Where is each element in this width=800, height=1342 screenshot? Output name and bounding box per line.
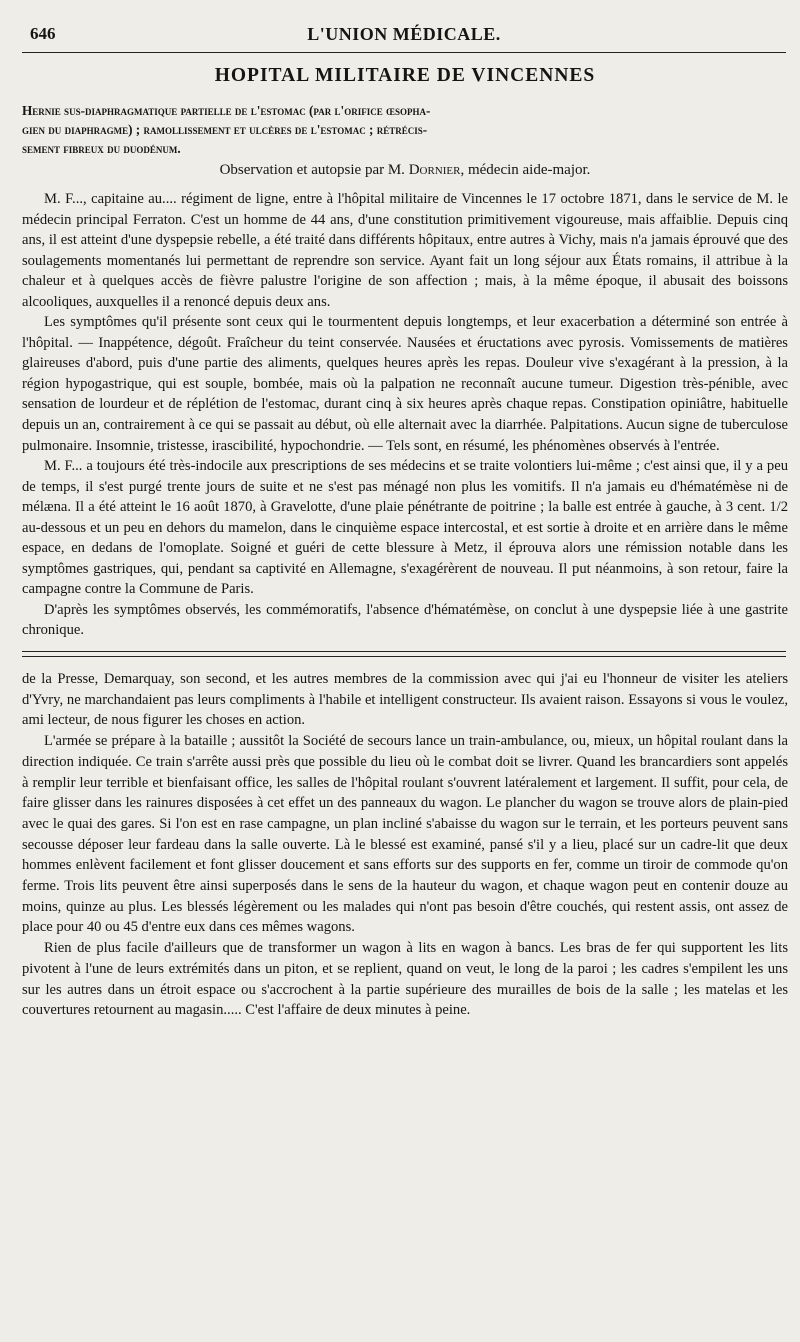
- article: [22, 101, 788, 641]
- section-title: HOPITAL MILITAIRE DE VINCENNES: [214, 65, 596, 86]
- author-name: Dornier: [408, 162, 461, 178]
- byline-suffix: , médecin aide-major.: [460, 162, 591, 178]
- feuilleton: [22, 669, 788, 1021]
- article-title-line: sement fibreux du duodénum.: [22, 141, 181, 156]
- page-number: 646: [30, 24, 56, 43]
- feuilleton-divider: [22, 651, 786, 657]
- article-paragraph: M. F..., capitaine au.... régiment de ligne, entre à l'hôpital militaire de Vincennes le 17 octobre 1871, dans le service de M. le médecin principal Ferraton. C'est un homme de 44 ans, d'une constitution primitivement vigoureuse, mais affaiblie. Depuis cinq ans, il est atteint d'une dyspepsie rebelle, a été traité dans différents hôpitaux, entre autres à Vichy, mais n'a jamais éprouvé que des soulagements momentanés lui permettant de reprendre son service. Ayant fait un long séjour aux États romains, il attribue à la chaleur et à quelques accès de fièvre palustre l'origine de son affection ; mais, à la même époque, il abusait des boissons alcooliques, auxquelles il a renoncé depuis deux ans.: [22, 191, 788, 310]
- article-title: [22, 101, 788, 158]
- byline: [22, 162, 788, 179]
- feuilleton-paragraph: de la Presse, Demarquay, son second, et les autres membres de la commission avec qui j'ai eu l'honneur de visiter les ateliers d'Yvry, ne marchandaient pas leurs compliments à l'habile et intelligent constructeur. Ils avaient raison. Essayons si vous le voulez, ami lecteur, de nous figurer les choses en action.: [22, 671, 788, 729]
- journal-title: L'UNION MÉDICALE.: [307, 24, 501, 44]
- article-title-line: gien du diaphragme) ; ramollissement et ulcères de l'estomac ; rétrécis-: [22, 122, 428, 137]
- article-paragraph: Les symptômes qu'il présente sont ceux qui le tourmentent depuis longtemps, et leur exacerbation a déterminé son entrée à l'hôpital. — Inappétence, dégoût. Fraîcheur du teint conservée. Nausées et éructations avec pyrosis. Vomissements de matières glaireuses d'abord, puis d'une partie des aliments, quelques heures après les repas. Douleur vive s'exagérant à la pression, à la région hypogastrique, qui est souple, bombée, mais où la palpation ne reconnaît aucune tumeur. Digestion très-pénible, avec sensation de lourdeur et de réplétion de l'estomac, durant cinq à six heures après chaque repas. Constipation opiniâtre, habituelle depuis un an, contrairement à ce qui se passait au début, où elle alternait avec la diarrhée. Palpitations. Aucun signe de tuberculose pulmonaire. Insomnie, tristesse, irascibilité, hypochondrie. — Tels sont, en résumé, les phénomènes observés à l'entrée.: [22, 314, 788, 454]
- article-title-line: Hernie sus-diaphragmatique partielle de l'estomac (par l'orifice œsopha-: [22, 103, 431, 118]
- feuilleton-paragraph: Rien de plus facile d'ailleurs que de transformer un wagon à lits en wagon à bancs. Les bras de fer qui supportent les lits pivotent à l'une de leurs extrémités dans un piton, et se replient, quand on veut, le long de la paroi ; les cadres s'empilent les uns sur les autres dans un étroit espace ou s'accrochent à la partie supérieure des murailles de bois de la salle ; les matelas et les couvertures retournent au magasin..... C'est l'affaire de deux minutes à peine.: [22, 940, 788, 1019]
- byline-prefix: Observation et autopsie par M.: [219, 162, 409, 178]
- running-head: [22, 22, 786, 53]
- feuilleton-paragraph: L'armée se prépare à la bataille ; aussitôt la Société de secours lance un train-ambulance, ou, mieux, un hôpital roulant dans la direction indiquée. Ce train s'arrête aussi près que possible du lieu où le combat doit se livrer. Quand les brancardiers sont appelés à remplir leur terrible et bienfaisant office, les salles de l'hôpital roulant s'ouvrent latéralement et largement. Il suffit, pour cela, de faire glisser dans les rainures disposées à cet effet un des panneaux du wagon. Le plancher du wagon se trouve alors de plain-pied avec le quai des gares. Si l'on est en rase campagne, un plan incliné s'abaisse du wagon sur le terrain, et les porteurs peuvent sans secousse déposer leur fardeau dans la salle ouverte. Là le blessé est examiné, pansé s'il y a lieu, placé sur un cadre-lit que deux hommes enlèvent facilement et font glisser doucement et sans efforts sur des supports en fer, comme un tiroir de commode qu'on ferme. Trois lits peuvent être ainsi superposés dans le sens de la hauteur du wagon, et chaque wagon peut en contenir douze au moins, quinze au plus. Les blessés légèrement ou les malades qui n'ont pas besoin d'être couchés, qui restent assis, ont assez de place pour 40 ou 45 d'entre eux dans ces mêmes wagons.: [22, 733, 788, 936]
- article-paragraph: M. F... a toujours été très-indocile aux prescriptions de ses médecins et se traite volontiers lui-même ; c'est ainsi que, il y a peu de temps, il s'est purgé trente jours de suite et ne s'est pas ménagé non plus les vomitifs. Il n'a jamais eu d'hématémèse ni de mélæna. Il a été atteint le 16 août 1870, à Gravelotte, d'une plaie pénétrante de poitrine ; la balle est entrée à gauche, à 3 cent. 1/2 au-dessous et un peu en dehors du mamelon, dans le cinquième espace intercostal, et est sortie à droite et en arrière dans le même espace, en dedans de l'omoplate. Soigné et guéri de cette blessure à Metz, il éprouva alors une rémission notable dans les symptômes gastriques, qui, pendant sa captivité en Allemagne, s'exagérèrent de nouveau. Il put néanmoins, à son retour, faire la campagne contre la Commune de Paris.: [22, 458, 788, 598]
- article-paragraph: D'après les symptômes observés, les commémoratifs, l'absence d'hématémèse, on conclut à une dyspepsie liée à une gastrite chronique.: [22, 601, 788, 639]
